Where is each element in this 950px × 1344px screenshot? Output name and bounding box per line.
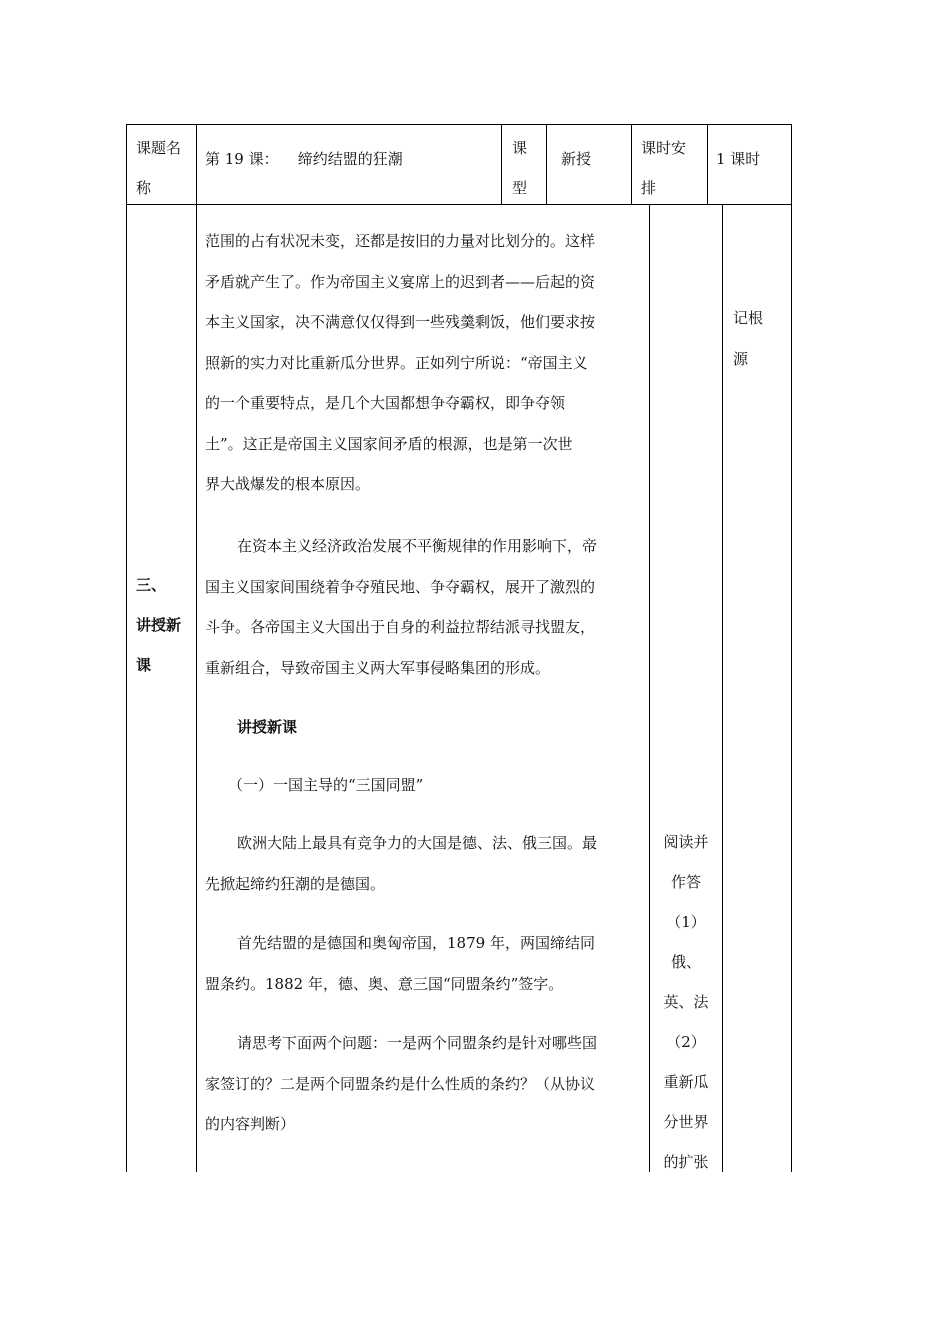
col-divider-header-3 bbox=[546, 124, 547, 204]
hours-label: 课时安 排 bbox=[641, 139, 687, 197]
type-label: 课 型 bbox=[512, 139, 528, 197]
table-right-border bbox=[791, 124, 792, 1172]
paragraph-5: 请思考下面两个问题：一是两个同盟条约是针对哪些国 家签订的？二是两个同盟条约是什么性质的条约？（从协议 的内容判断） bbox=[205, 1034, 598, 1133]
col-divider-header-2 bbox=[501, 124, 502, 204]
hours-value: 1 课时 bbox=[716, 150, 761, 168]
title-label: 课题名 称 bbox=[136, 139, 182, 197]
table-top-border bbox=[126, 124, 792, 125]
paragraph-1: 范围的占有状况未变，还都是按旧的力量对比划分的。这样 矛盾就产生了。作为帝国主义宴席上的迟到者——后起的资 本主义国家，决不满意仅仅得到一些残羹剩饭，他们要求按 照新的实力对比重新瓜分世界。正如列宁所说：“帝国主义 的一个重要特点，是几个大国都想争夺霸权，即争夺领 土”。这正是帝国主义国家间矛盾的根源，也是第一次世 界大战爆发的根本原因。 bbox=[205, 232, 596, 493]
lesson-title: 第 19 课： 缔约结盟的狂潮 bbox=[205, 150, 403, 168]
col-divider-body-2 bbox=[649, 204, 650, 1172]
paragraph-4: 首先结盟的是德国和奥匈帝国，1879 年，两国缔结同 盟条约。1882 年，德、奥、意三国“同盟条约”签字。 bbox=[205, 934, 595, 993]
paragraph-2: 在资本主义经济政治发展不平衡规律的作用影响下，帝 国主义国家间围绕着争夺殖民地、争夺霸权，展开了激烈的 斗争。各帝国主义大国出于自身的利益拉帮结派寻找盟友， 重新组合，导致帝国主义两大军事侵略集团的形成。 bbox=[205, 537, 598, 677]
section-one-heading: （一）一国主导的“三国同盟” bbox=[228, 776, 424, 794]
subheading: 讲授新课 bbox=[237, 718, 298, 736]
col-divider-1 bbox=[196, 124, 197, 1172]
source-note: 记根 源 bbox=[733, 309, 764, 368]
section-label: 三、 讲授新 课 bbox=[136, 576, 182, 674]
header-bottom-border bbox=[126, 204, 792, 205]
type-value: 新授 bbox=[561, 150, 592, 168]
col-divider-header-4 bbox=[631, 124, 632, 204]
col-divider-header-5 bbox=[707, 124, 708, 204]
paragraph-3: 欧洲大陆上最具有竞争力的大国是德、法、俄三国。最 先掀起缔约狂潮的是德国。 bbox=[205, 834, 598, 893]
table-left-border bbox=[126, 124, 127, 1172]
student-activity: 阅读并 作答 （1） 俄、 英、法 （2） 重新瓜 分世界 的扩张 bbox=[663, 833, 709, 1171]
col-divider-body-3 bbox=[722, 204, 723, 1172]
